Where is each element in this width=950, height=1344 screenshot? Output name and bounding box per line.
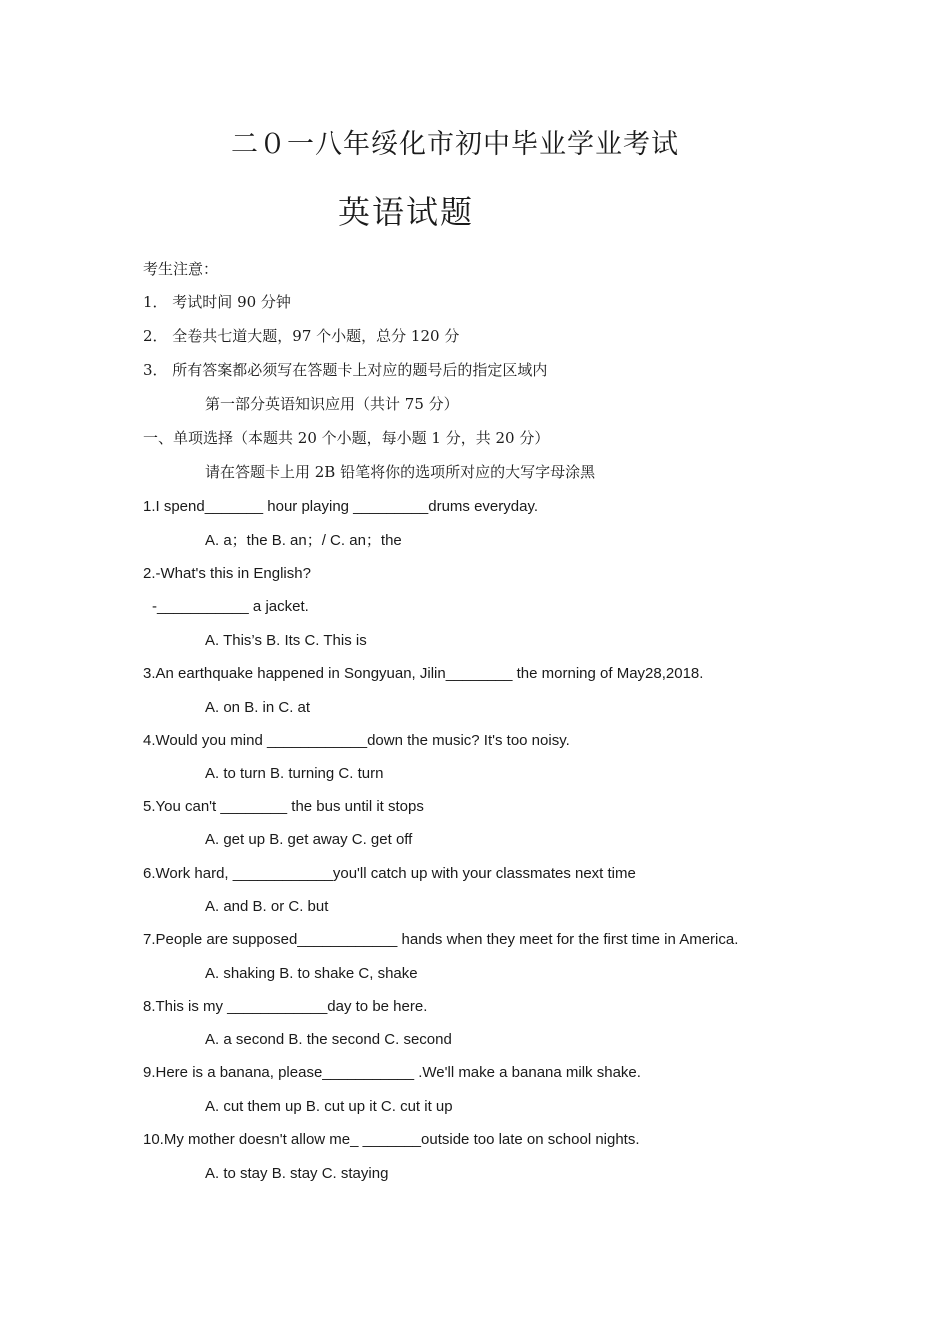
part-title: 第一部分英语知识应用（共计 75 分） [205,395,459,413]
exam-title: 二０一八年绥化市初中毕业学业考试 [231,129,679,160]
notice-heading: 考生注意： [143,260,219,278]
question-stem: 1.I spend_______ hour playing _________drums everyday. [143,498,539,515]
question-stem: 3.An earthquake happened in Songyuan, Jilin________ the morning of May28,2018. [143,665,704,682]
notice-item: 3． 所有答案都必须写在答题卡上对应的题号后的指定区域内 [143,361,548,379]
question-stem: 5.You can't ________ the bus until it stops [143,798,424,815]
question-options: A. on B. in C. at [205,699,311,716]
question-stem: 9.Here is a banana, please___________ .We'll make a banana milk shake. [143,1064,641,1081]
exam-subtitle: 英语试题 [338,193,475,231]
question-options: A. to stay B. stay C. staying [205,1165,389,1182]
question-options: A. a；the B. an；/ C. an；the [205,532,402,549]
notice-item: 2． 全卷共七道大题，97 个小题，总分 120 分 [143,327,460,345]
section-title: 一、单项选择（本题共 20 个小题，每小题 1 分，共 20 分） [143,429,550,447]
question-options: A. This’s B. Its C. This is [205,632,367,649]
question-options: A. and B. or C. but [205,898,329,915]
question-stem: 2.-What's this in English? [143,565,311,582]
section-instruction: 请在答题卡上用 2B 铅笔将你的选项所对应的大写字母涂黑 [205,463,596,481]
question-stem: 7.People are supposed____________ hands when they meet for the first time in America. [143,931,739,948]
question-options: A. get up B. get away C. get off [205,831,413,848]
question-stem: 4.Would you mind ____________down the music? It's too noisy. [143,732,570,749]
question-options: A. to turn B. turning C. turn [205,765,384,782]
question-stem: 10.My mother doesn't allow me_ _______outside too late on school nights. [143,1131,640,1148]
question-stem: 6.Work hard, ____________you'll catch up with your classmates next time [143,865,636,882]
question-stem: 8.This is my ____________day to be here. [143,998,428,1015]
question-options: A. cut them up B. cut up it C. cut it up [205,1098,453,1115]
notice-item: 1． 考试时间 90 分钟 [143,293,291,311]
question-options: A. shaking B. to shake C, shake [205,965,418,982]
question-options: A. a second B. the second C. second [205,1031,452,1048]
question-stem-answer-line: -___________ a jacket. [152,598,309,615]
